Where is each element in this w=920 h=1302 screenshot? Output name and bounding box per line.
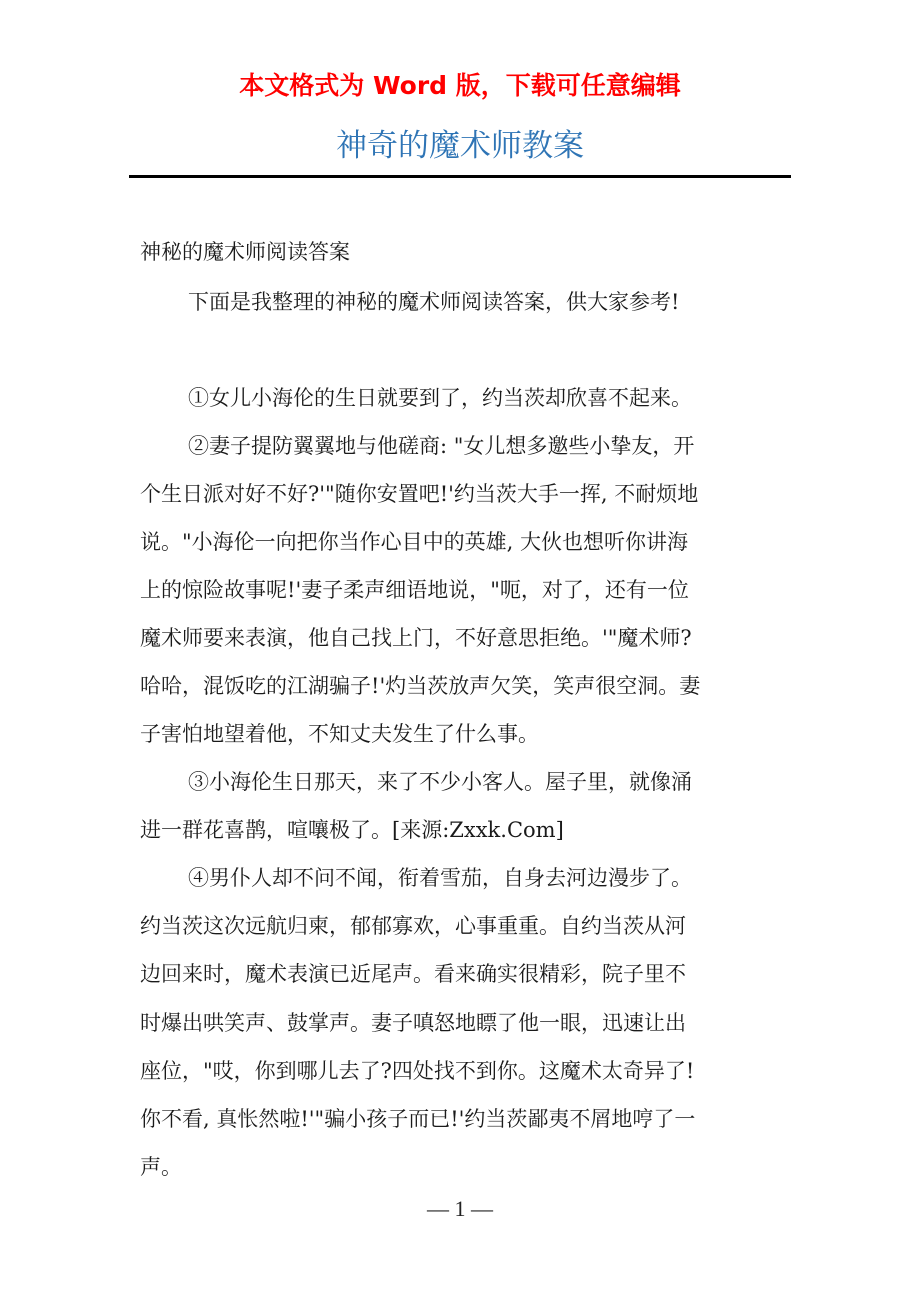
title-divider: [129, 175, 791, 178]
paragraph-4-line: 你不看, 真怅然啦!'"骗小孩子而已!'约当茨鄙夷不屑地哼了一: [140, 1107, 696, 1131]
paragraph-2-line: 哈哈，混饭吃的江湖骗子!'灼当茨放声欠笑，笑声很空洞。妻: [140, 674, 701, 698]
paragraph-4-line: 座位，"哎，你到哪儿去了?四处找不到你。这魔术太奇异了!: [140, 1059, 695, 1083]
paragraph-4-line: 边回来时，魔术表演已近尾声。看来确实很精彩，院子里不: [140, 962, 686, 986]
paragraph-4-line: 声。: [140, 1155, 182, 1179]
paragraph-2-line: 上的惊险故事呢!'妻子柔声细语地说，"呃，对了，还有一位: [140, 578, 689, 602]
paragraph-2-line: 魔术师要来表演，他自己找上门，不好意思拒绝。'"魔术师?: [140, 626, 692, 650]
paragraph-2-line: 说。"小海伦一向把你当作心目中的英雄, 大伙也想听你讲海: [140, 530, 689, 554]
format-notice: 本文格式为 Word 版，下载可任意编辑: [239, 71, 681, 100]
paragraph-4-line: ④男仆人却不问不闻，衔着雪茄，自身去河边漫步了。: [188, 866, 692, 890]
paragraph-3-line: ③小海伦生日那天，来了不少小客人。屋子里，就像涌: [188, 770, 692, 794]
paragraph-2-line: 个生日派对好不好?'"随你安置吧!'约当茨大手一挥, 不耐烦地: [140, 482, 699, 506]
paragraph-4-line: 约当茨这次远航归柬，郁郁寡欢，心事重重。自约当茨从河: [140, 914, 686, 938]
paragraph-3-line: 进一群花喜鹊，喧嚷极了。[来源:Zxxk.Com]: [140, 818, 564, 842]
paragraph-1-line: ①女儿小海伦的生日就要到了，约当茨却欣喜不起来。: [188, 386, 692, 410]
paragraph-2-line: ②妻子提防翼翼地与他磋商: "女儿想多邀些小挚友，开: [188, 434, 695, 458]
intro-paragraph: 下面是我整理的神秘的魔术师阅读答案，供大家参考!: [188, 290, 680, 314]
page-number: — 1 —: [427, 1196, 493, 1221]
subtitle: 神秘的魔术师阅读答案: [140, 240, 350, 264]
document-title: 神奇的魔术师教案: [336, 128, 584, 164]
paragraph-4-line: 时爆出哄笑声、鼓掌声。妻子嗔怒地瞟了他一眼，迅速让出: [140, 1011, 686, 1035]
paragraph-2-line: 子害怕地望着他，不知丈夫发生了什么事。: [140, 722, 539, 746]
